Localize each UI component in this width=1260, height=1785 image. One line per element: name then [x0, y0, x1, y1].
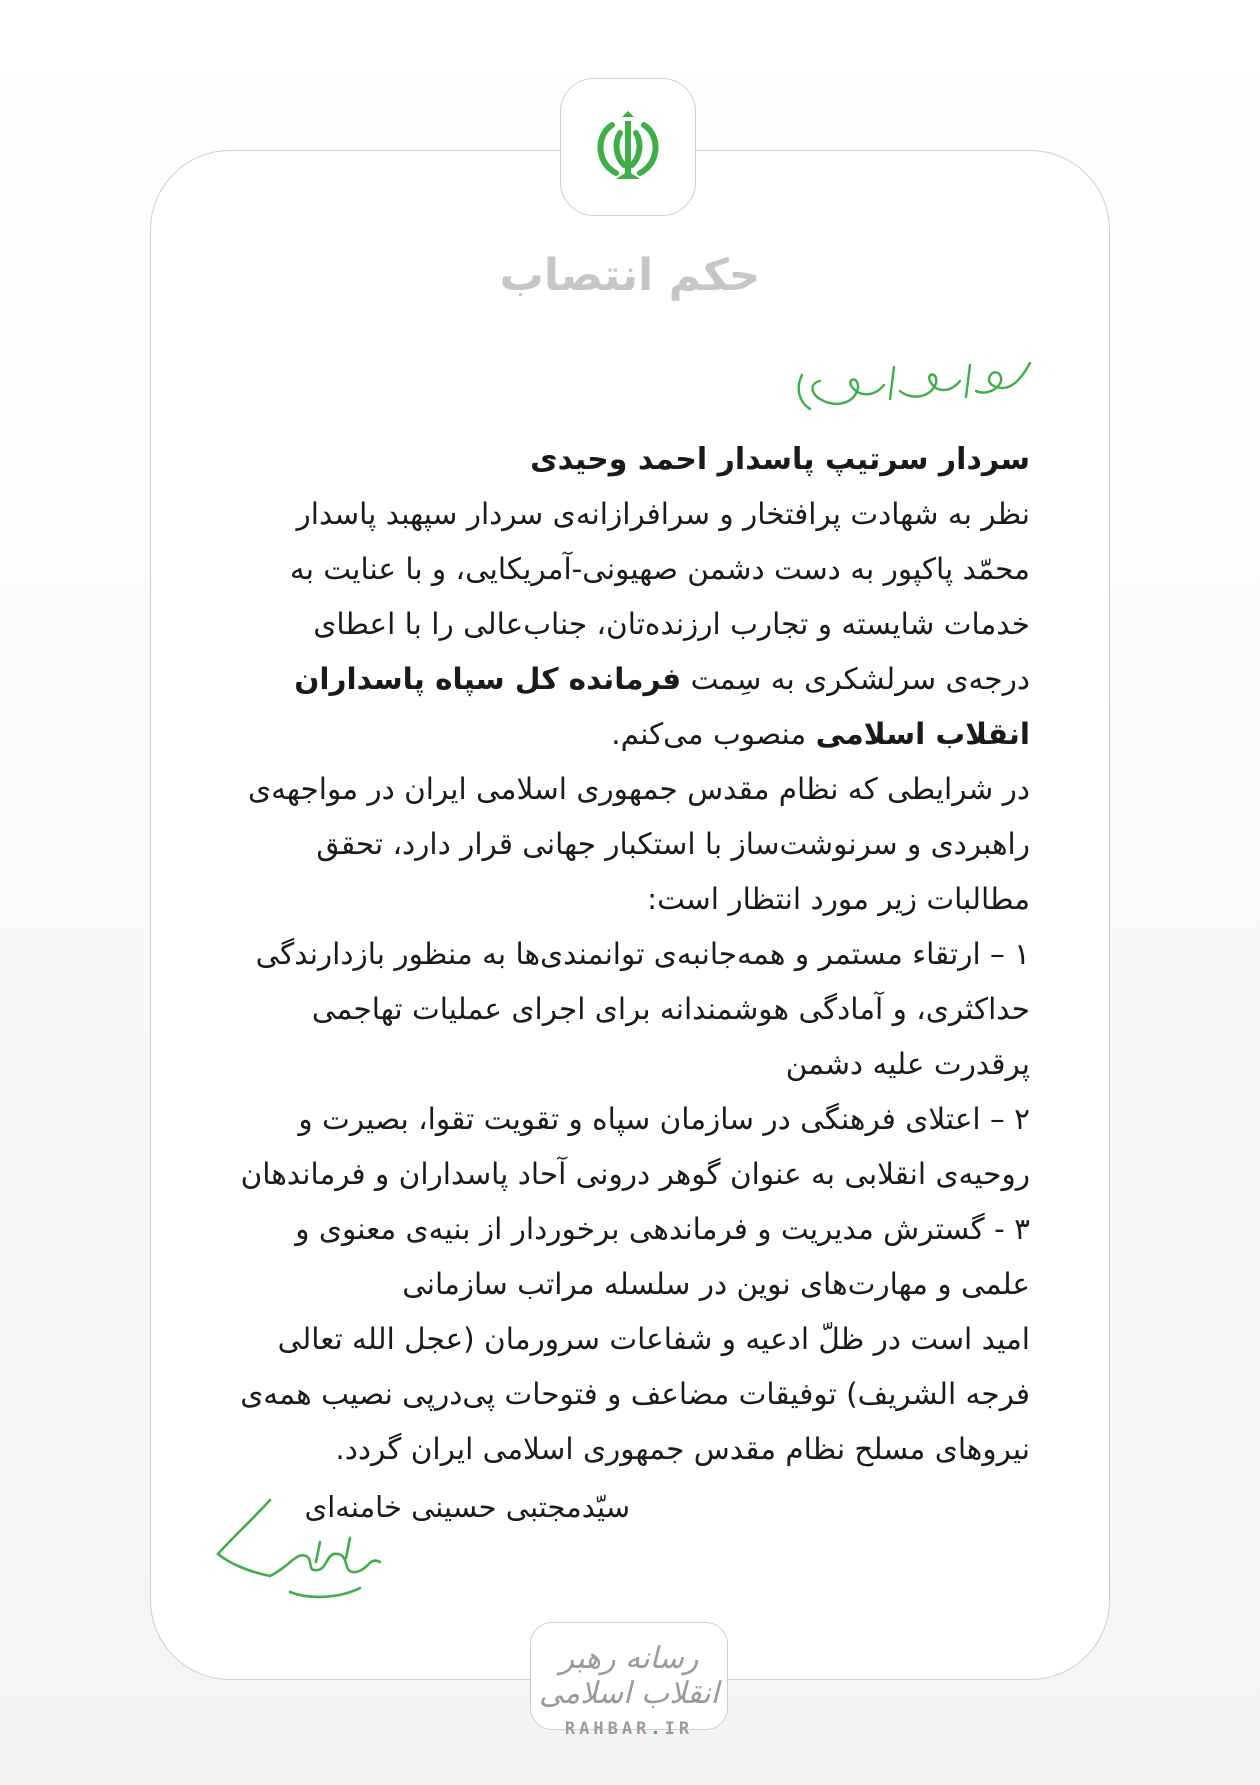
expectation-item-3: ۳ - گسترش مدیریت و فرماندهی برخوردار از بنیه‌ی معنوی و علمی و مهارت‌های نوین در سلسله مراتب سازمانی	[295, 1212, 1030, 1301]
rahbar-logo	[530, 1622, 728, 1739]
site-tld: IR	[664, 1719, 694, 1739]
handwritten-signature	[210, 1492, 390, 1612]
logo-site-text	[531, 1719, 727, 1739]
paragraph-expectations: در شرایطی که نظام مقدس جمهوری اسلامی ایران در مواجهه‌ی راهبردی و سرنوشت‌ساز با استکبار جهانی قرار دارد، تحقق مطالبات زیر مورد انتظار است:	[248, 772, 1030, 916]
expectation-item-1: ۱ – ارتقاء مستمر و همه‌جانبه‌ی توانمندی‌ها به منظور بازدارندگی حداکثری، و آمادگی هوشمندانه برای اجرای عملیات تهاجمی پرقدرت علیه دشمن	[255, 937, 1030, 1081]
recipient-name: سردار سرتیپ پاسدار احمد وحیدی	[530, 442, 1030, 477]
basmala-text: بسم الله الرحمن الرحیم	[780, 421, 791, 422]
iran-emblem-icon	[586, 105, 670, 189]
signatory-name: سیّدمجتبی حسینی خامنه‌ای	[304, 1490, 630, 1524]
position-title: فرمانده کل سپاه پاسداران انقلاب اسلامی	[294, 662, 1030, 751]
decree-body	[230, 432, 1030, 1477]
emblem-box	[560, 78, 696, 216]
appointment-text-end: منصوب می‌کنم.	[611, 717, 816, 751]
paragraph-appointment	[230, 487, 1030, 762]
page-title: حکم انتصاب	[499, 250, 761, 301]
logo-persian-text: رسانه رهبر انقلاب اسلامی	[539, 1641, 719, 1711]
expectation-item-2: ۲ – اعتلای فرهنگی در سازمان سپاه و تقویت تقوا، بصیرت و روحیه‌ی انقلابی به عنوان گوهر درونی آحاد پاسداران و فرماندهان	[240, 1102, 1030, 1191]
site-dot: .	[650, 1719, 665, 1739]
site-main: RAHBAR	[564, 1719, 651, 1739]
closing-paragraph: امید است در ظلّ ادعیه و شفاعات سرورمان (عجل الله تعالی فرجه الشریف) توفیقات مضاعف و فتوحات پی‌درپی نصیب همه‌ی نیروهای مسلح نظام مقدس جمهوری اسلامی ایران گردد.	[240, 1322, 1030, 1466]
basmala-calligraphy	[780, 345, 1040, 425]
appointment-text: نظر به شهادت پرافتخار و سرافرازانه‌ی سردار سپهبد پاسدار محمّد پاکپور به دست دشمن صهیونی-آمریکایی، و با عنایت به خدمات شایسته و تجارب ارزنده‌تان، جناب‌عالی را با اعطای درجه‌ی سرلشکری به سِمت	[289, 497, 1030, 696]
